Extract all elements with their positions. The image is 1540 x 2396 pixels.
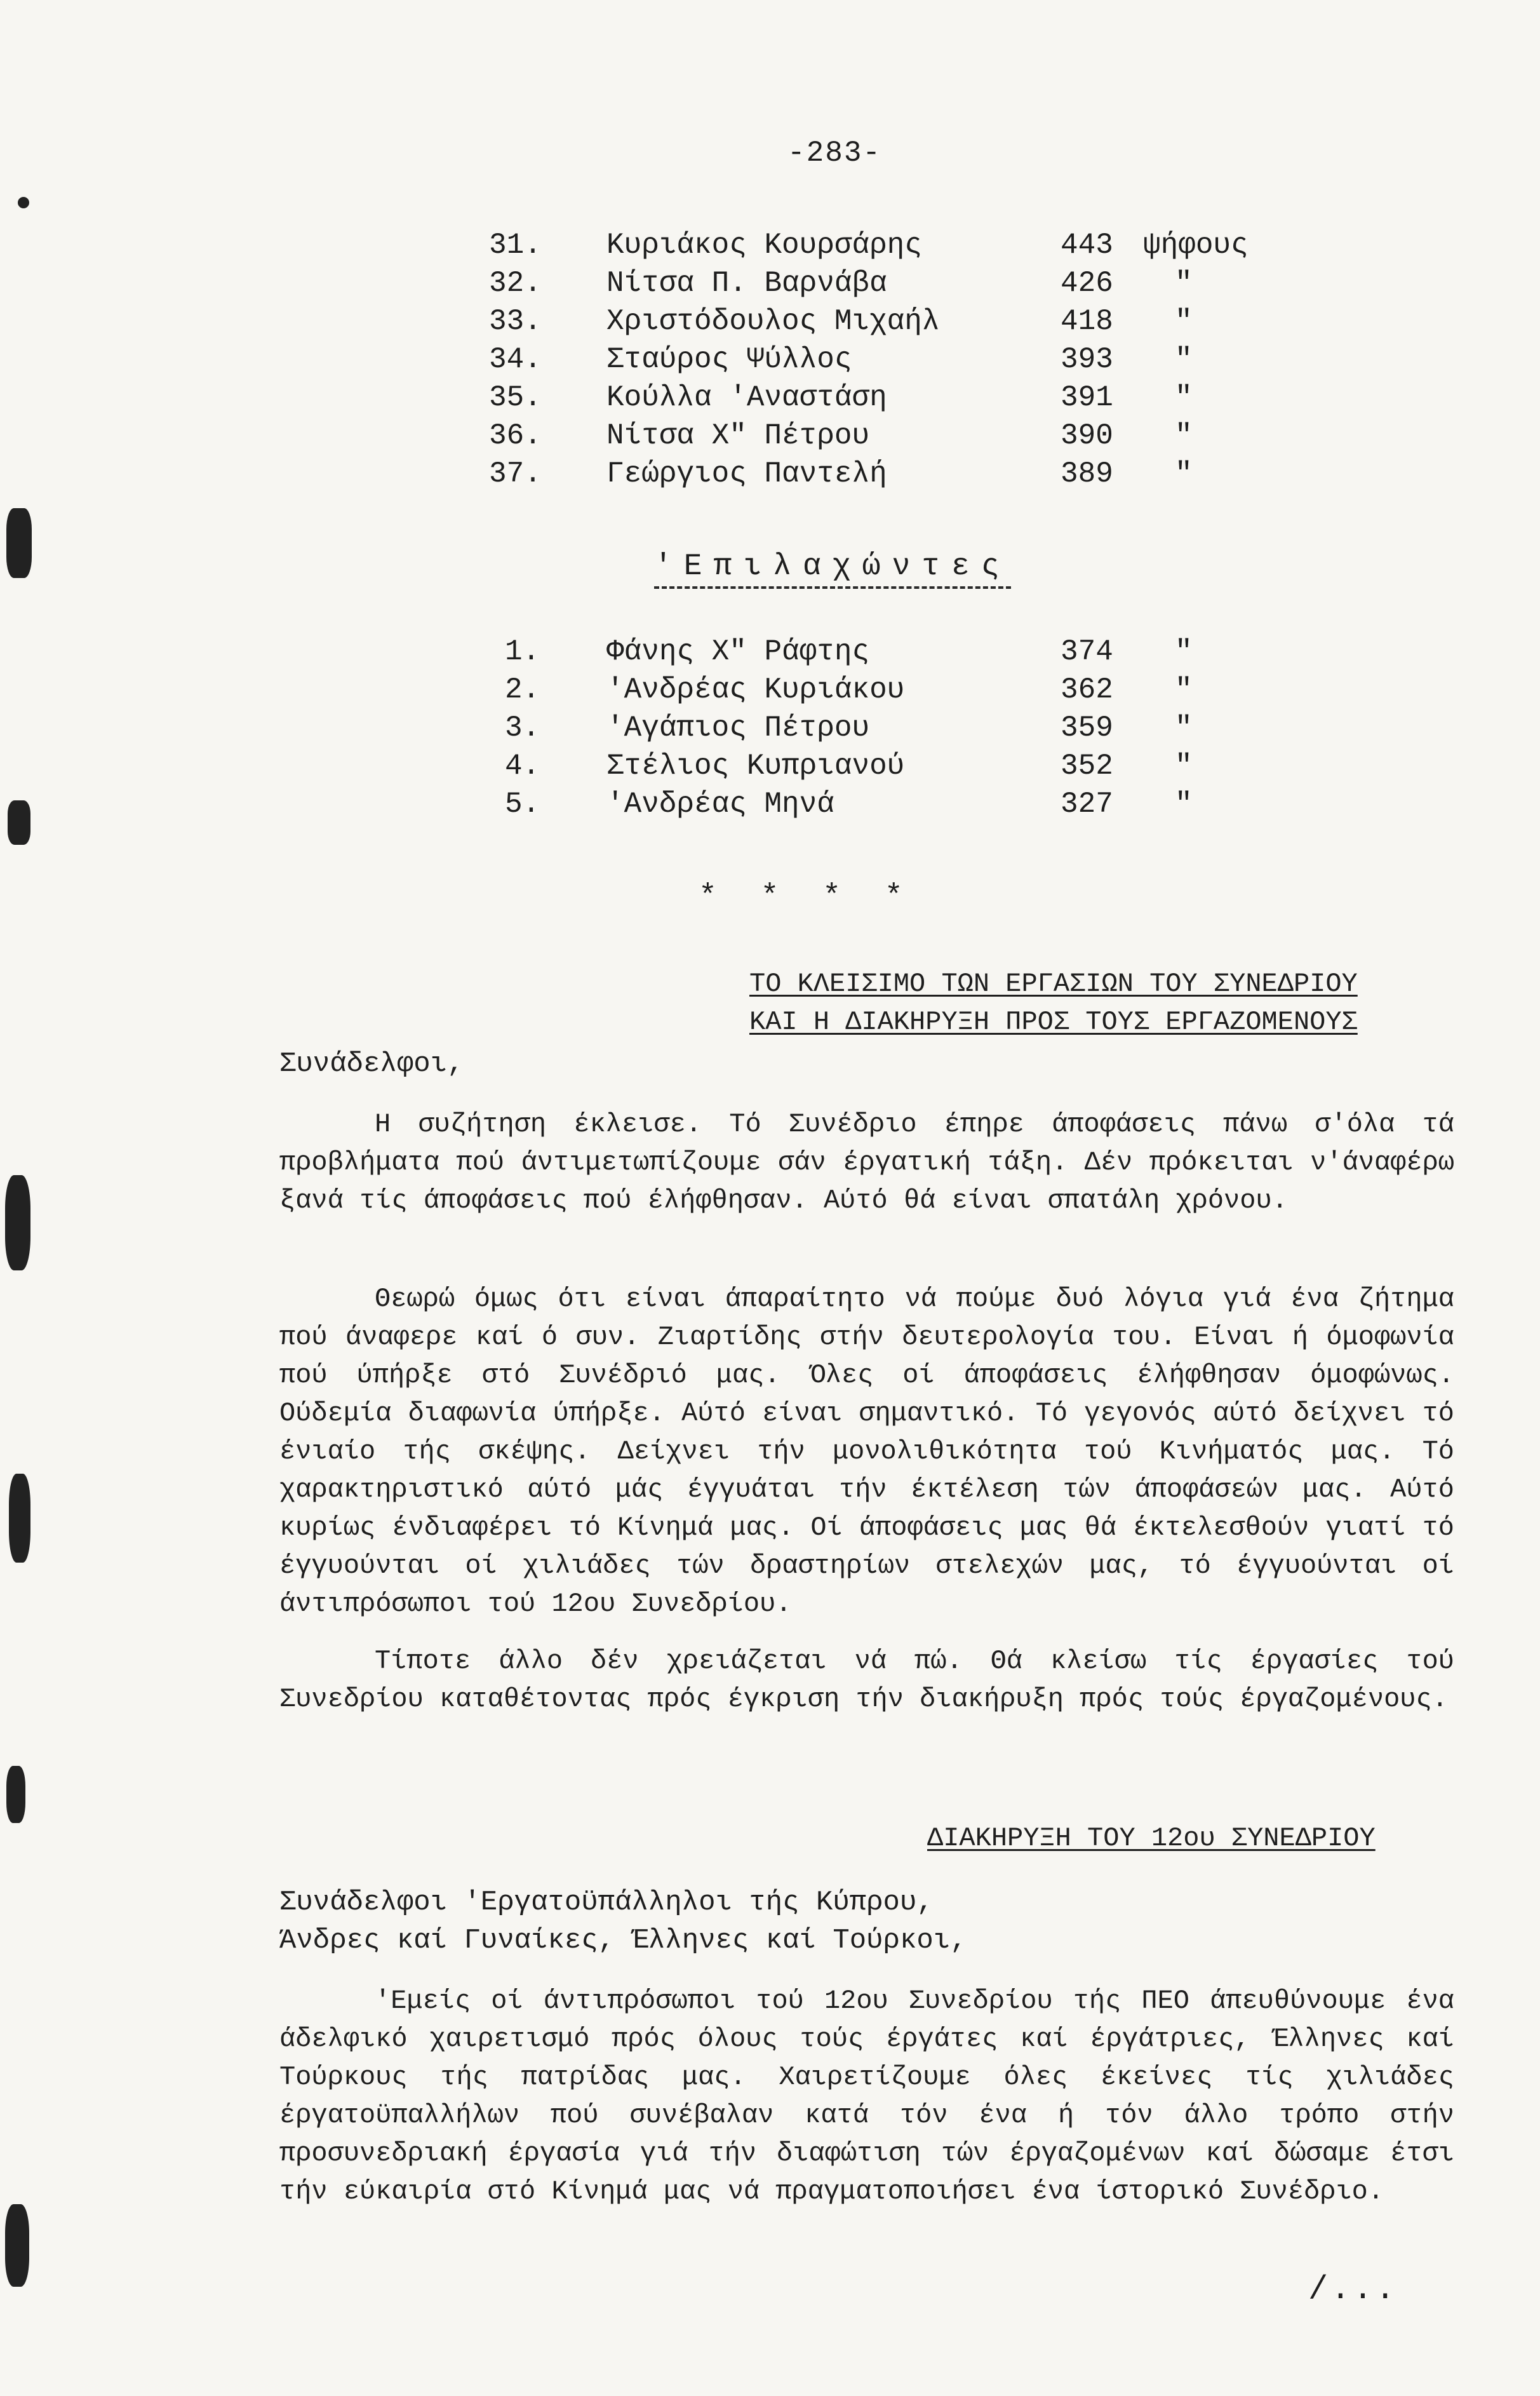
candidate-name: Χριστόδουλος Μιχαήλ xyxy=(606,305,940,338)
scan-speck xyxy=(5,1175,30,1270)
row-number: 3. xyxy=(505,711,540,744)
row-number: 36. xyxy=(489,419,542,452)
candidate-name: Στέλιος Κυπριανού xyxy=(606,750,905,783)
ditto-mark: " xyxy=(1175,457,1193,490)
candidate-name: Κούλλα 'Αναστάση xyxy=(606,381,887,414)
scan-speck xyxy=(18,197,29,208)
vote-count: 418 xyxy=(1061,305,1113,338)
row-number: 31. xyxy=(489,229,542,262)
ditto-mark: " xyxy=(1175,711,1193,744)
page-number: -283- xyxy=(787,137,882,170)
candidate-name: Νίτσα Π. Βαρνάβα xyxy=(606,267,887,300)
paragraph-greeting: 'Εμείς οί άντιπρόσωποι τού 12ου Συνεδρίου τής ΠΕΟ άπευθύνουμε ένα άδελφικό χαιρετισμό πρός όλους τούς έργάτες καί έργάτριες, Έλληνες καί Τούρκους τής πατρίδας μας. Χαιρετίζουμε όλες έκείνες τίς χιλιάδες έργατοϋπαλλήλων πού συνέβαλαν κατά τόν ένα ή τόν άλλο τρόπο στήν προσυνεδριακή έργασία γιά τήν διαφώτιση τών έργαζομένων καί δώσαμε έτσι τήν εύκαιρία στό Κίνημά μας νά πραγματοποιήσει ένα ίστορικό Συνέδριο. xyxy=(279,1986,1454,2207)
vote-count: 391 xyxy=(1061,381,1113,414)
row-number: 34. xyxy=(489,343,542,376)
vote-count: 426 xyxy=(1061,267,1113,300)
vote-count: 389 xyxy=(1061,457,1113,490)
declaration-heading: ΔΙΑΚΗΡΥΞΗ ΤΟΥ 12ου ΣΥΝΕΔΡΙΟΥ xyxy=(927,1823,1376,1854)
ditto-mark: " xyxy=(1175,635,1193,668)
candidate-name: 'Ανδρέας Μηνά xyxy=(606,788,834,821)
row-number: 5. xyxy=(505,788,540,821)
candidate-name: Κυριάκος Κουρσάρης xyxy=(606,229,922,262)
candidate-name: Φάνης Χ" Ράφτης xyxy=(606,635,870,668)
vote-unit: ψήφους xyxy=(1143,229,1249,262)
row-number: 33. xyxy=(489,305,542,338)
ditto-mark: " xyxy=(1175,267,1193,300)
ditto-mark: " xyxy=(1175,673,1193,706)
vote-count: 393 xyxy=(1061,343,1113,376)
closing-heading-line2: ΚΑΙ Η ΔΙΑΚΗΡΥΞΗ ΠΡΟΣ ΤΟΥΣ ΕΡΓΑΖΟΜΕΝΟΥΣ xyxy=(749,1007,1358,1037)
salutation-colleagues: Συνάδελφοι, xyxy=(279,1048,464,1080)
vote-count: 362 xyxy=(1061,673,1113,706)
ditto-mark: " xyxy=(1175,381,1193,414)
scan-speck xyxy=(5,2204,29,2287)
scan-speck xyxy=(9,1474,30,1563)
scan-speck xyxy=(6,508,32,578)
vote-count: 443 xyxy=(1061,229,1113,262)
vote-count: 327 xyxy=(1061,788,1113,821)
candidate-name: 'Ανδρέας Κυριάκου xyxy=(606,673,905,706)
scan-speck xyxy=(6,1766,25,1823)
candidate-name: Νίτσα Χ" Πέτρου xyxy=(606,419,870,452)
continuation-mark: /... xyxy=(1308,2271,1398,2308)
ditto-mark: " xyxy=(1175,419,1193,452)
paragraph-discussion-closed: Η συζήτηση έκλεισε. Τό Συνέδριο έπηρε άποφάσεις πάνω σ'όλα τά προβλήματα πού άντιμετωπίζουμε σάν έργατική τάξη. Δέν πρόκειται ν'άναφέρω ξανά τίς άποφάσεις πού έλήφθησαν. Αύτό θά είναι σπατάλη χρόνου. xyxy=(279,1109,1454,1216)
salutation-workers: Συνάδελφοι 'Εργατοϋπάλληλοι τής Κύπρου, xyxy=(279,1887,934,1918)
scan-speck xyxy=(8,800,30,845)
ditto-mark: " xyxy=(1175,788,1193,821)
runners-up-heading: 'Επιλαχώντες xyxy=(654,549,1011,589)
paragraph-closing-work: Τίποτε άλλο δέν χρειάζεται νά πώ. Θά κλείσω τίς έργασίες τού Συνεδρίου καταθέτοντας πρός έγκριση τήν διακήρυξη πρός τούς έργαζομένους. xyxy=(279,1646,1454,1714)
row-number: 4. xyxy=(505,750,540,783)
closing-heading-line1: ΤΟ ΚΛΕΙΣΙΜΟ ΤΩΝ ΕΡΓΑΣΙΩΝ ΤΟΥ ΣΥΝΕΔΡΙΟΥ xyxy=(749,969,1358,999)
paragraph-unanimity: Θεωρώ όμως ότι είναι άπαραίτητο νά πούμε δυό λόγια γιά ένα ζήτημα πού άναφερε καί ό συν. Ζιαρτίδης στήν δευτερολογία του. Είναι ή όμοφωνία πού ύπήρξε στό Συνέδριό μας. Όλες οί άποφάσεις έλήφθησαν όμοφώνως. Ούδεμία διαφωνία ύπήρξε. Αύτό είναι σημαντικό. Τό γεγονός αύτό δείχνει τό ένιαίο τής σκέψης. Δείχνει τήν μονολιθικότητα τού Κινήματός μας. Τό χαρακτηριστικό αύτό μάς έγγυάται τήν έκτέλεση τών άποφάσεών μας. Αύτό κυρίως ένδιαφέρει τό Κίνημά μας. Οί άποφάσεις μας θά έκτελεσθούν γιατί τό έγγυούνται οί χιλιάδες τών δραστηρίων στελεχών μας, τό έγγυούνται οί άντιπρόσωποι τού 12ου Συνεδρίου. xyxy=(279,1284,1454,1619)
row-number: 37. xyxy=(489,457,542,490)
candidate-name: 'Αγάπιος Πέτρου xyxy=(606,711,870,744)
vote-count: 352 xyxy=(1061,750,1113,783)
salutation-men-women: Άνδρες καί Γυναίκες, Έλληνες καί Τούρκοι, xyxy=(279,1925,967,1956)
vote-count: 390 xyxy=(1061,419,1113,452)
row-number: 32. xyxy=(489,267,542,300)
ditto-mark: " xyxy=(1175,750,1193,783)
ditto-mark: " xyxy=(1175,343,1193,376)
separator-stars: * * * * xyxy=(699,880,903,914)
ditto-mark: " xyxy=(1175,305,1193,338)
vote-count: 359 xyxy=(1061,711,1113,744)
row-number: 35. xyxy=(489,381,542,414)
row-number: 1. xyxy=(505,635,540,668)
row-number: 2. xyxy=(505,673,540,706)
vote-count: 374 xyxy=(1061,635,1113,668)
candidate-name: Γεώργιος Παντελή xyxy=(606,457,887,490)
candidate-name: Σταύρος Ψύλλος xyxy=(606,343,852,376)
